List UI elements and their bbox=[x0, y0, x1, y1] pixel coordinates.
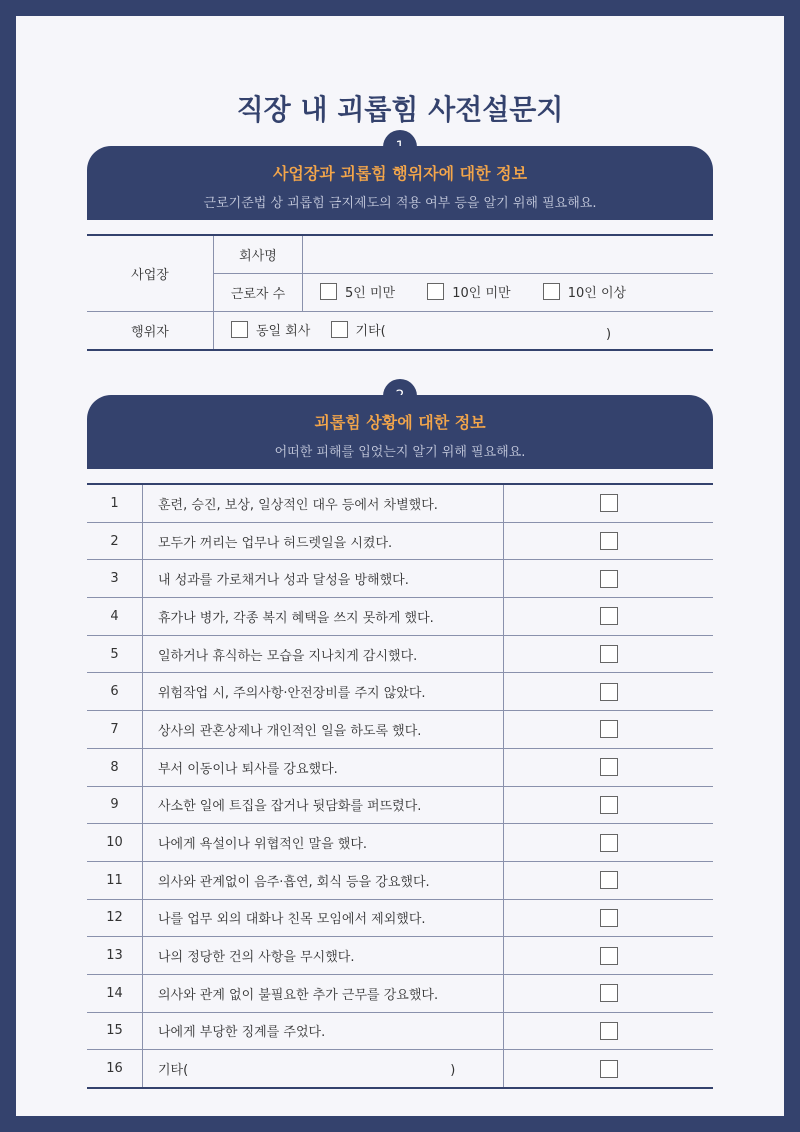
section2-title: 괴롭힘 상황에 대한 정보 bbox=[314, 413, 486, 432]
answer-checkbox[interactable] bbox=[600, 645, 618, 663]
answer-checkbox[interactable] bbox=[600, 909, 618, 927]
answer-cell bbox=[504, 711, 714, 749]
question-label: 나에게 욕설이나 위협적인 말을 했다. bbox=[158, 837, 368, 853]
checkbox[interactable] bbox=[543, 283, 560, 300]
worker-count-options bbox=[303, 274, 714, 312]
answer-checkbox[interactable] bbox=[600, 720, 618, 738]
checkbox[interactable] bbox=[320, 283, 337, 300]
workplace-label: 사업장 bbox=[87, 235, 214, 312]
question-label: 사소한 일에 트집을 잡거나 뒷담화를 퍼뜨렸다. bbox=[158, 799, 422, 815]
answer-cell bbox=[504, 522, 714, 560]
answer-checkbox[interactable] bbox=[600, 834, 618, 852]
company-name-field[interactable] bbox=[303, 235, 714, 274]
section1-banner bbox=[87, 146, 713, 220]
question-text bbox=[143, 484, 504, 522]
question-label: 내 성과를 가로채거나 성과 달성을 방해했다. bbox=[158, 573, 409, 589]
question-row bbox=[87, 673, 713, 711]
answer-checkbox[interactable] bbox=[600, 796, 618, 814]
answer-cell bbox=[504, 824, 714, 862]
question-label: 나를 업무 외의 대화나 친목 모임에서 제외했다. bbox=[158, 912, 426, 928]
question-row bbox=[87, 786, 713, 824]
answer-cell bbox=[504, 974, 714, 1012]
answer-checkbox[interactable] bbox=[600, 570, 618, 588]
answer-cell bbox=[504, 598, 714, 636]
answer-cell bbox=[504, 673, 714, 711]
answer-checkbox[interactable] bbox=[600, 947, 618, 965]
question-label: 위험작업 시, 주의사항·안전장비를 주지 않았다. bbox=[158, 686, 426, 702]
question-text bbox=[143, 1050, 504, 1088]
question-row bbox=[87, 974, 713, 1012]
question-text bbox=[143, 522, 504, 560]
question-text bbox=[143, 824, 504, 862]
option-same-company[interactable]: 동일 회사 bbox=[231, 320, 310, 339]
answer-cell bbox=[504, 635, 714, 673]
question-number: 8 bbox=[87, 748, 143, 786]
question-label: 나의 정당한 건의 사항을 무시했다. bbox=[158, 950, 355, 966]
checkbox[interactable] bbox=[427, 283, 444, 300]
question-number: 5 bbox=[87, 635, 143, 673]
question-number: 4 bbox=[87, 598, 143, 636]
answer-cell bbox=[504, 560, 714, 598]
checkbox[interactable] bbox=[331, 321, 348, 338]
answer-checkbox[interactable] bbox=[600, 683, 618, 701]
question-text bbox=[143, 748, 504, 786]
situation-table bbox=[87, 483, 713, 1089]
answer-checkbox[interactable] bbox=[600, 532, 618, 550]
question-label: 훈련, 승진, 보상, 일상적인 대우 등에서 차별했다. bbox=[158, 497, 438, 513]
question-text bbox=[143, 786, 504, 824]
option-under-10[interactable]: 10인 미만 bbox=[427, 282, 510, 301]
question-label: 부서 이동이나 퇴사를 강요했다. bbox=[158, 761, 338, 777]
option-under-5[interactable]: 5인 미만 bbox=[320, 282, 395, 301]
question-label: 모두가 꺼리는 업무나 허드렛일을 시켰다. bbox=[158, 535, 393, 551]
question-label: 기타( bbox=[158, 1063, 189, 1079]
section2-banner bbox=[87, 395, 713, 469]
question-number: 3 bbox=[87, 560, 143, 598]
question-text bbox=[143, 937, 504, 975]
answer-checkbox[interactable] bbox=[600, 758, 618, 776]
answer-cell bbox=[504, 861, 714, 899]
company-name-label: 회사명 bbox=[214, 235, 303, 274]
answer-checkbox[interactable] bbox=[600, 984, 618, 1002]
question-text bbox=[143, 899, 504, 937]
section1-subtitle: 근로기준법 상 괴롭힘 금지제도의 적용 여부 등을 알기 위해 필요해요. bbox=[203, 196, 597, 211]
question-text bbox=[143, 1012, 504, 1050]
question-text bbox=[143, 711, 504, 749]
perpetrator-options: 동일 회사 기타( ) bbox=[214, 312, 714, 351]
question-label: 나에게 부당한 징계를 주었다. bbox=[158, 1025, 326, 1041]
question-row bbox=[87, 824, 713, 862]
answer-cell bbox=[504, 899, 714, 937]
option-other[interactable]: 기타( bbox=[331, 320, 386, 339]
answer-checkbox[interactable] bbox=[600, 607, 618, 625]
question-text bbox=[143, 974, 504, 1012]
perpetrator-label: 행위자 bbox=[87, 312, 214, 351]
question-label: 일하거나 휴식하는 모습을 지나치게 감시했다. bbox=[158, 648, 418, 664]
answer-checkbox[interactable] bbox=[600, 494, 618, 512]
question-row bbox=[87, 484, 713, 522]
question-row bbox=[87, 711, 713, 749]
question-number: 2 bbox=[87, 522, 143, 560]
question-number: 10 bbox=[87, 824, 143, 862]
question-number: 14 bbox=[87, 974, 143, 1012]
questionnaire-page bbox=[16, 16, 784, 1116]
answer-cell bbox=[504, 748, 714, 786]
answer-cell bbox=[504, 937, 714, 975]
question-label: 의사와 관계없이 음주·흡연, 회식 등을 강요했다. bbox=[158, 874, 430, 890]
question-row bbox=[87, 861, 713, 899]
question-label: 의사와 관계 없이 불필요한 추가 근무를 강요했다. bbox=[158, 987, 439, 1003]
question-text bbox=[143, 560, 504, 598]
question-number: 6 bbox=[87, 673, 143, 711]
option-10-or-more[interactable]: 10인 이상 bbox=[543, 282, 626, 301]
page-title: 직장 내 괴롭힘 사전설문지 bbox=[236, 93, 564, 126]
question-row bbox=[87, 598, 713, 636]
question-label: 휴가나 병가, 각종 복지 혜택을 쓰지 못하게 했다. bbox=[158, 610, 434, 626]
close-paren: ) bbox=[450, 1063, 456, 1079]
question-label: 상사의 관혼상제나 개인적인 일을 하도록 했다. bbox=[158, 723, 422, 739]
question-row bbox=[87, 1012, 713, 1050]
question-row bbox=[87, 635, 713, 673]
answer-checkbox[interactable] bbox=[600, 1060, 618, 1078]
answer-checkbox[interactable] bbox=[600, 1022, 618, 1040]
question-number: 9 bbox=[87, 786, 143, 824]
question-number: 7 bbox=[87, 711, 143, 749]
question-row bbox=[87, 560, 713, 598]
question-row bbox=[87, 937, 713, 975]
question-row bbox=[87, 522, 713, 560]
section1-title: 사업장과 괴롭힘 행위자에 대한 정보 bbox=[272, 164, 528, 183]
answer-cell bbox=[504, 1012, 714, 1050]
workplace-info-table bbox=[87, 234, 713, 351]
question-text bbox=[143, 861, 504, 899]
question-row bbox=[87, 899, 713, 937]
worker-count-label: 근로자 수 bbox=[214, 274, 303, 312]
question-number: 1 bbox=[87, 484, 143, 522]
question-text bbox=[143, 598, 504, 636]
question-number: 11 bbox=[87, 861, 143, 899]
question-number: 15 bbox=[87, 1012, 143, 1050]
question-text bbox=[143, 635, 504, 673]
answer-cell bbox=[504, 1050, 714, 1088]
question-number: 12 bbox=[87, 899, 143, 937]
question-row bbox=[87, 748, 713, 786]
checkbox[interactable] bbox=[231, 321, 248, 338]
answer-cell bbox=[504, 786, 714, 824]
answer-checkbox[interactable] bbox=[600, 871, 618, 889]
question-text bbox=[143, 673, 504, 711]
section2-subtitle: 어떠한 피해를 입었는지 알기 위해 필요해요. bbox=[274, 445, 526, 460]
question-number: 13 bbox=[87, 937, 143, 975]
answer-cell bbox=[504, 484, 714, 522]
question-number: 16 bbox=[87, 1050, 143, 1088]
question-row bbox=[87, 1050, 713, 1088]
